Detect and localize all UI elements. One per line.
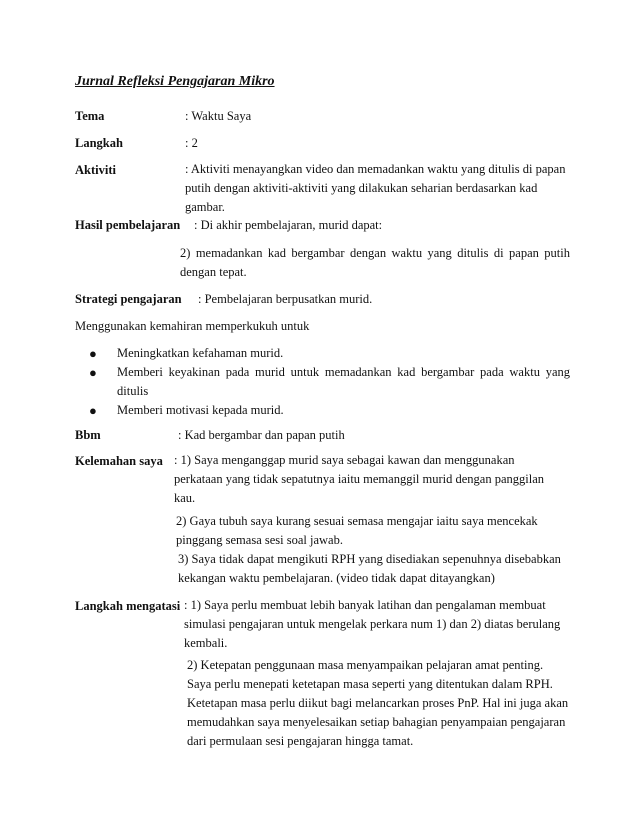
list-item-text: Memberi motivasi kepada murid. [117, 403, 284, 417]
document-title: Jurnal Refleksi Pengajaran Mikro [75, 74, 275, 89]
bullet-icon: ● [89, 365, 97, 380]
strategi-label: Strategi pengajaran [75, 292, 182, 306]
kelemahan-item-3: 3) Saya tidak dapat mengikuti RPH yang disediakan sepenuhnya disebabkan kekangan waktu pembelajaran. (video tidak dapat ditayangkan) [178, 552, 561, 585]
list-item [75, 363, 570, 401]
kelemahan-item-2: 2) Gaya tubuh saya kurang sesuai semasa mengajar iaitu saya mencekak pinggang semasa sesi soal jawab. [176, 514, 538, 547]
kelemahan-label: Kelemahan saya [75, 454, 163, 468]
hasil-label: Hasil pembelajaran [75, 218, 181, 232]
bullet-icon: ● [89, 403, 97, 418]
strategi-value: : Pembelajaran berpusatkan murid. [198, 292, 373, 306]
list-item-text: Meningkatkan kefahaman murid. [117, 346, 284, 360]
bbm-value: : Kad bergambar dan papan putih [178, 428, 345, 442]
kelemahan-item-1: : 1) Saya menganggap murid saya sebagai kawan dan menggunakan perkataan yang tidak sepatutnya iaitu memanggil murid dengan panggilan kau. [174, 453, 545, 505]
aktiviti-label: Aktiviti [75, 163, 116, 177]
aktiviti-value: : Aktiviti menayangkan video dan memadankan waktu yang ditulis di papan putih dengan aktiviti-aktiviti yang dilakukan seharian berdasarkan kad gambar. [185, 162, 566, 214]
hasil-item: 2) memadankan kad bergambar dengan waktu yang ditulis di papan putih dengan tepat. [180, 246, 570, 279]
langkah-mengatasi-item-1: : 1) Saya perlu membuat lebih banyak latihan dan pengalaman membuat simulasi pengajaran untuk mengelak perkara num 1) dan 2) diatas berulang kembali. [184, 598, 561, 650]
list-item-text: Memberi keyakinan pada murid untuk memadankan kad bergambar pada waktu yang ditulis [117, 365, 570, 398]
langkah-label: Langkah [75, 136, 123, 150]
list-item [75, 401, 570, 420]
bullet-icon: ● [89, 346, 97, 361]
bbm-label: Bbm [75, 428, 101, 442]
tema-label: Tema [75, 109, 105, 123]
tema-value: : Waktu Saya [185, 109, 252, 123]
langkah-value: : 2 [185, 136, 198, 150]
kemahiran-text: Menggunakan kemahiran memperkukuh untuk [75, 319, 310, 333]
list-item [75, 344, 570, 363]
langkah-mengatasi-item-2: 2) Ketepatan penggunaan masa menyampaikan pelajaran amat penting. Saya perlu menepati ketetapan masa seperti yang ditentukan dalam RPH. Ketetapan masa perlu diikut bagi melancarkan proses PnP. Hal ini juga akan memudahkan saya menyelesaikan setiap bahagian penyampaian pengajaran dari permulaan sesi pengajaran hingga tamat. [187, 658, 569, 748]
hasil-value: : Di akhir pembelajaran, murid dapat: [194, 218, 383, 232]
bullet-list [75, 344, 570, 420]
langkah-mengatasi-label: Langkah mengatasi [75, 599, 181, 613]
